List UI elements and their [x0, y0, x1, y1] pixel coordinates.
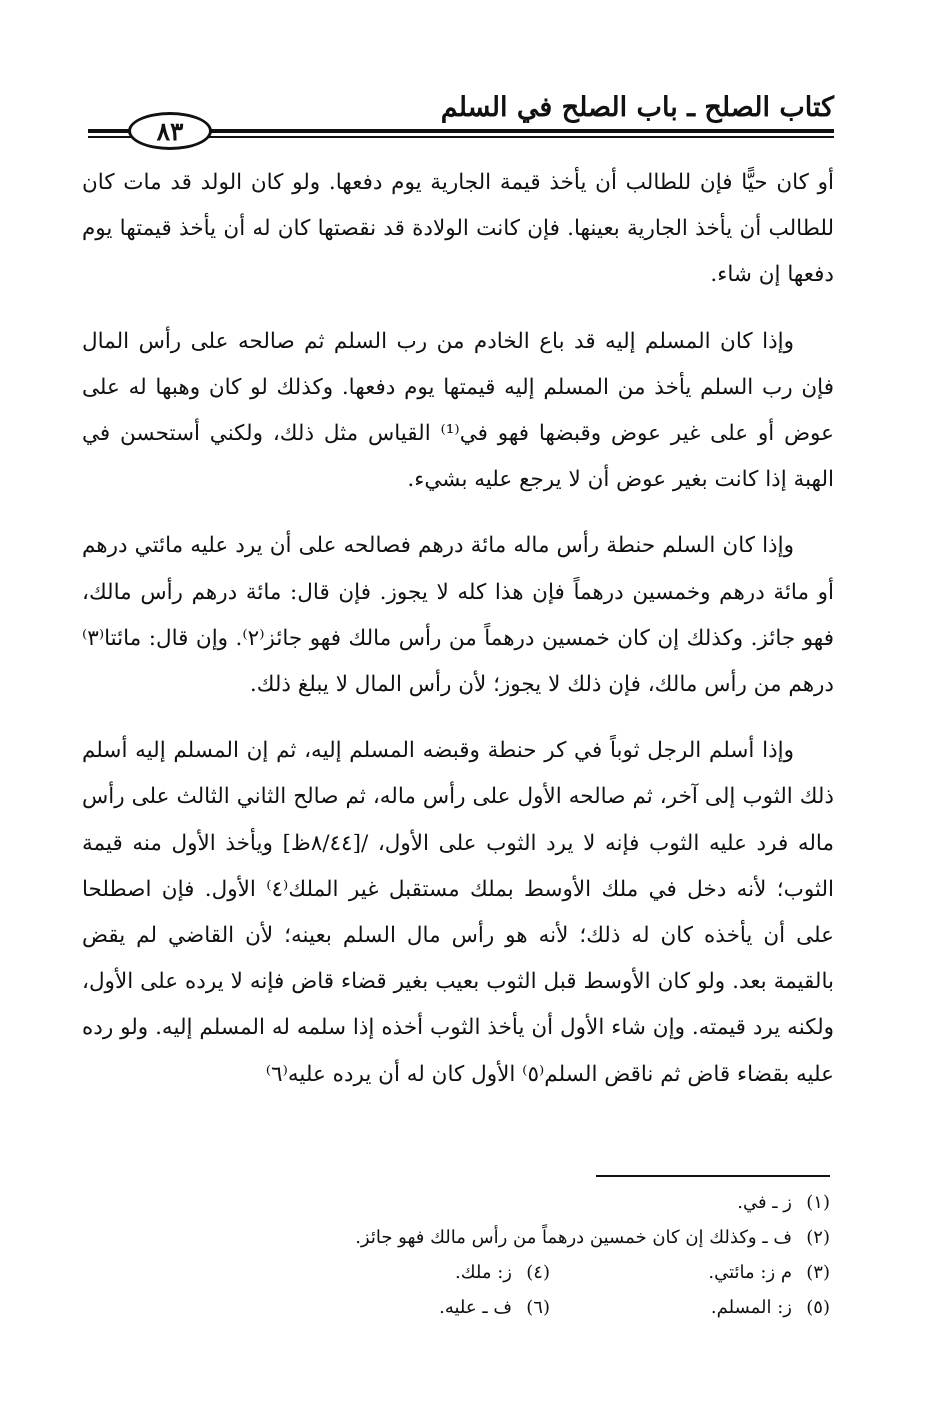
- footnote-number: (٦): [526, 1297, 550, 1318]
- footnote-row: [270, 1290, 830, 1325]
- footnote-1: [270, 1185, 830, 1220]
- footnote-text: ف ـ وكذلك إن كان خمسين درهماً من رأس مالك فهو جائز.: [355, 1227, 792, 1248]
- footnote-number: (١): [806, 1192, 830, 1213]
- footnote-separator: [596, 1175, 830, 1177]
- main-text: [82, 160, 834, 1118]
- footnote-text: ز: المسلم.: [710, 1297, 792, 1318]
- footnote-number: (٥): [806, 1297, 830, 1318]
- footnote-row: [270, 1185, 830, 1220]
- running-header-title: كتاب الصلح ـ باب الصلح في السلم: [440, 92, 834, 123]
- footnote-3: [550, 1255, 830, 1290]
- footnote-row: [270, 1220, 830, 1255]
- footnote-number: (٤): [526, 1262, 550, 1283]
- footnote-text: ز ـ في.: [737, 1192, 792, 1213]
- footnote-text: ز: ملك.: [455, 1262, 512, 1283]
- footnote-text: ف ـ عليه.: [439, 1297, 512, 1318]
- footnote-4: [270, 1255, 550, 1290]
- footnotes: [270, 1185, 830, 1325]
- paragraph-3: وإذا كان السلم حنطة رأس ماله مائة درهم فصالحه على أن يرد عليه مائتي درهم أو مائة درهم وخمسين درهماً فإن هذا كله لا يجوز. فإن قال: مائة درهم رأس مالك، فهو جائز. وكذلك إن كان خمسين درهماً من رأس مالك فهو جائز⁽٢⁾. وإن قال: مائتا⁽٣⁾ درهم من رأس مالك، فإن ذلك لا يجوز؛ لأن رأس المال لا يبلغ ذلك.: [82, 533, 834, 698]
- page-number: ٨٣: [156, 116, 184, 146]
- paragraph-1: أو كان حيًّا فإن للطالب أن يأخذ قيمة الجارية يوم دفعها. ولو كان الولد قد مات كان للطالب أن يأخذ الجارية بعينها. فإن كانت الولادة قد نقصتها كان له أن يأخذ قيمتها يوم دفعها إن شاء.: [82, 170, 834, 288]
- footnote-text: م ز: مائتي.: [708, 1262, 792, 1283]
- paragraph-4: وإذا أسلم الرجل ثوباً في كر حنطة وقبضه المسلم إليه، ثم إن المسلم إليه أسلم ذلك الثوب إلى آخر، ثم صالحه الأول على رأس ماله، ثم صالح الثاني الثالث على رأس ماله فرد عليه الثوب فإنه لا يرد الثوب على الأول، /[٨/٤٤ظ] ويأخذ الأول منه قيمة الثوب؛ لأنه دخل في ملك الأوسط بملك مستقبل غير الملك⁽٤⁾ الأول. فإن اصطلحا على أن يأخذه كان له ذلك؛ لأنه هو رأس مال السلم بعينه؛ لأن القاضي لم يقض بالقيمة بعد. ولو كان الأوسط قبل الثوب بعيب بغير قضاء قاض فإنه لا يرده على الأول، ولكنه يرد قيمته. وإن شاء الأول أن يأخذ الثوب أخذه إذا سلمه له المسلم إليه. ولو رده عليه بقضاء قاض ثم ناقض السلم⁽٥⁾ الأول كان له أن يرده عليه⁽٦⁾: [82, 738, 834, 1087]
- footnote-number: (٣): [806, 1262, 830, 1283]
- footnote-row: [270, 1255, 830, 1290]
- page-number-oval: [128, 112, 212, 150]
- paragraph-2: وإذا كان المسلم إليه قد باع الخادم من رب السلم ثم صالحه على رأس المال فإن رب السلم يأخذ من المسلم إليه قيمتها يوم دفعها. وكذلك لو كان وهبها له على عوض أو على غير عوض وقبضها فهو في⁽¹⁾ القياس مثل ذلك، ولكني أستحسن في الهبة إذا كانت بغير عوض أن لا يرجع عليه بشيء.: [82, 328, 834, 493]
- footnote-number: (٢): [806, 1227, 830, 1248]
- footnote-2: [270, 1220, 830, 1255]
- footnote-6: [270, 1290, 550, 1325]
- footnote-5: [550, 1290, 830, 1325]
